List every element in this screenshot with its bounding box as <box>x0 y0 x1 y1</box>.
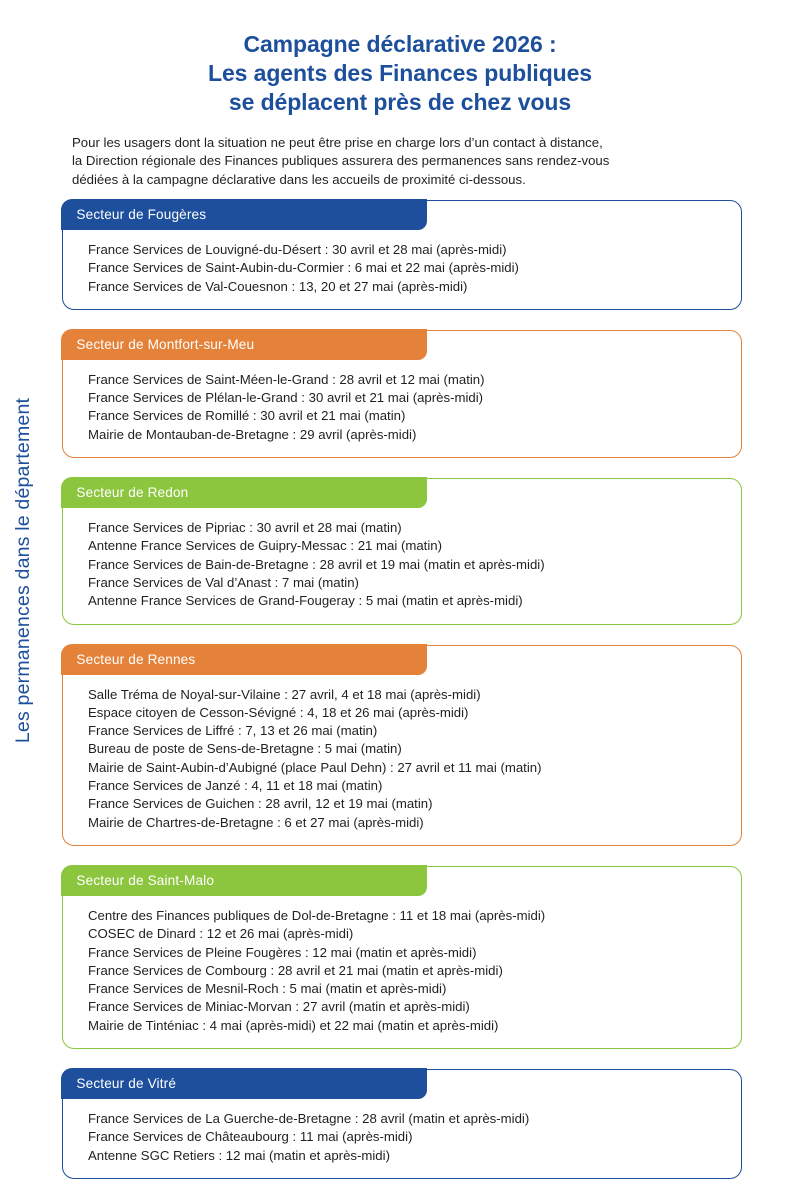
sector-entry: France Services de Pleine Fougères : 12 mai (matin et après-midi) <box>88 944 477 960</box>
sector-tab-label: Secteur de Saint-Malo <box>76 873 215 889</box>
page-title-line-2: Les agents des Finances publiques <box>208 60 592 86</box>
sector-entry: France Services de Miniac-Morvan : 27 avril (matin et après-midi) <box>88 999 470 1015</box>
sector-tab-label: Secteur de Montfort-sur-Meu <box>76 337 255 352</box>
sector-entry: Antenne France Services de Guipry-Messac : 21 mai (matin) <box>88 538 443 554</box>
sector-tab <box>61 477 427 508</box>
sector-entry: Centre des Finances publiques de Dol-de-Bretagne : 11 et 18 mai (après-midi) <box>88 907 546 923</box>
sector-card <box>62 645 742 846</box>
intro-paragraph <box>72 134 743 189</box>
intro-line-2: la Direction régionale des Finances publiques assurera des permanences sans rendez-vous <box>72 153 610 169</box>
sector-entry: France Services de Janzé : 4, 11 et 18 mai (matin) <box>88 778 383 794</box>
sector-tab-label: Secteur de Fougères <box>76 207 207 223</box>
sector-sections-list <box>62 200 742 1199</box>
sector-entry: Bureau de poste de Sens-de-Bretagne : 5 mai (matin) <box>88 741 402 757</box>
vertical-side-label-text: Les permanences dans le département <box>12 397 35 743</box>
page-title-line-1: Campagne déclarative 2026 : <box>243 31 557 57</box>
sector-entry: France Services de Plélan-le-Grand : 30 avril et 21 mai (après-midi) <box>88 390 484 406</box>
page-title <box>0 0 800 117</box>
sector-tab <box>61 329 427 360</box>
sector-card <box>62 200 742 310</box>
sector-entry: France Services de Louvigné-du-Désert : 30 avril et 28 mai (après-midi) <box>88 242 507 257</box>
sector-card <box>62 330 742 458</box>
sector-tab <box>61 199 427 230</box>
sector-card <box>62 478 742 624</box>
sector-entry: France Services de Val-Couesnon : 13, 20 et 27 mai (après-midi) <box>88 278 468 294</box>
sector-entry: France Services de Guichen : 28 avril, 12 et 19 mai (matin) <box>88 796 433 812</box>
sector-card <box>62 1069 742 1179</box>
vertical-side-label <box>0 300 48 840</box>
sector-tab-label: Secteur de Redon <box>76 485 189 501</box>
sector-entry: France Services de Saint-Méen-le-Grand : 28 avril et 12 mai (matin) <box>88 371 485 387</box>
sector-entry: France Services de Liffré : 7, 13 et 26 mai (matin) <box>88 723 378 739</box>
sector-entry: Salle Tréma de Noyal-sur-Vilaine : 27 avril, 4 et 18 mai (après-midi) <box>88 686 481 702</box>
sector-entry: France Services de Bain-de-Bretagne : 28 avril et 19 mai (matin et après-midi) <box>88 556 545 572</box>
sector-entry: France Services de Romillé : 30 avril et 21 mai (matin) <box>88 408 406 424</box>
sector-entry: France Services de Pipriac : 30 avril et 28 mai (matin) <box>88 520 402 536</box>
sector-card <box>62 866 742 1049</box>
sector-tab <box>61 865 427 896</box>
sector-tab <box>61 1068 427 1099</box>
intro-line-3: dédiées à la campagne déclarative dans les accueils de proximité ci-dessous. <box>72 171 526 187</box>
sector-entry: Mairie de Saint-Aubin-d’Aubigné (place Paul Dehn) : 27 avril et 11 mai (matin) <box>88 759 542 775</box>
sector-entry: France Services de Val d’Anast : 7 mai (matin) <box>88 574 359 590</box>
sector-entry: France Services de Combourg : 28 avril et 21 mai (matin et après-midi) <box>88 962 503 978</box>
sector-entry: France Services de Mesnil-Roch : 5 mai (matin et après-midi) <box>88 981 447 997</box>
sector-entry: COSEC de Dinard : 12 et 26 mai (après-midi) <box>88 926 354 942</box>
sector-entry: Mairie de Chartres-de-Bretagne : 6 et 27 mai (après-midi) <box>88 814 424 830</box>
sector-tab <box>61 644 427 675</box>
sector-tab-label: Secteur de Rennes <box>76 651 196 667</box>
sector-entry: France Services de La Guerche-de-Bretagne : 28 avril (matin et après-midi) <box>88 1111 530 1127</box>
sector-entry: Mairie de Tinténiac : 4 mai (après-midi) et 22 mai (matin et après-midi) <box>88 1017 499 1033</box>
sector-entry: Antenne France Services de Grand-Fougeray : 5 mai (matin et après-midi) <box>88 593 523 609</box>
page-title-line-3: se déplacent près de chez vous <box>228 89 572 115</box>
sector-entries <box>63 646 741 845</box>
sector-entry: France Services de Saint-Aubin-du-Cormier : 6 mai et 22 mai (après-midi) <box>88 260 519 276</box>
sector-entry: France Services de Châteaubourg : 11 mai (après-midi) <box>88 1129 413 1145</box>
intro-line-1: Pour les usagers dont la situation ne peut être prise en charge lors d’un contact à distance, <box>72 135 603 150</box>
sector-entry: Mairie de Montauban-de-Bretagne : 29 avril (après-midi) <box>88 426 417 442</box>
sector-entry: Antenne SGC Retiers : 12 mai (matin et après-midi) <box>88 1147 390 1163</box>
sector-entry: Espace citoyen de Cesson-Sévigné : 4, 18 et 26 mai (après-midi) <box>88 704 469 720</box>
sector-tab-label: Secteur de Vitré <box>76 1076 177 1092</box>
